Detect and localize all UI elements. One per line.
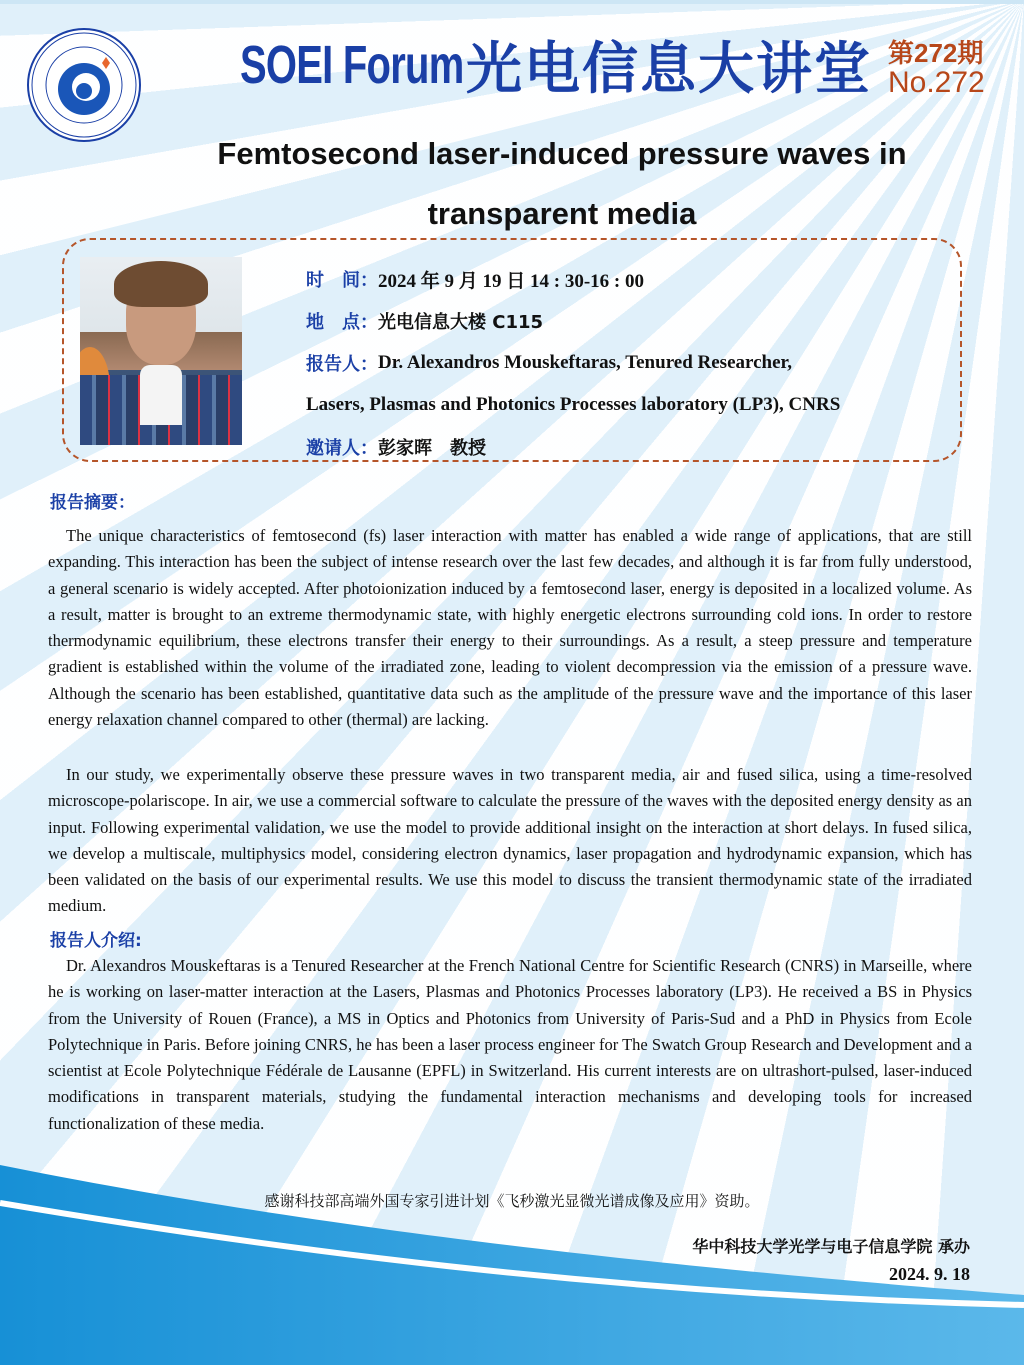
host-label: 邀请人： [306, 438, 378, 459]
organizer: 华中科技大学光学与电子信息学院 承办 [692, 1237, 970, 1256]
abstract-paragraph-2: In our study, we experimentally observe these pressure waves in two transparent media, air and fused silica, using a time-resolved microscope-polariscope. In air, we use a commercial software to calculate the pressure of the waves with the deposited energy density as an input. Following experimental validation, we use the model to provide additional insight on the interaction at short delays. In fused silica, we develop a multiscale, multiphysics model, considering electron dynamics, laser propagation and hydrodynamic expansion, which has been validated on the basis of our experimental results. We use this model to discuss the transient thermodynamic state of the irradiated medium. [48, 765, 972, 916]
info-time [306, 258, 946, 300]
abstract-heading: 报告摘要： [50, 493, 135, 513]
event-info [306, 258, 946, 468]
forum-title-en: SOEI Forum [240, 35, 464, 95]
info-speaker-affiliation [306, 384, 946, 426]
info-host [306, 426, 946, 468]
speaker-photo [80, 257, 242, 445]
host-value: 彭家晖 教授 [378, 438, 486, 459]
place-value: 光电信息大楼 C115 [378, 312, 544, 333]
talk-title-line1: Femtosecond laser-induced pressure waves in [217, 136, 907, 171]
funding-acknowledgement: 感谢科技部高端外国专家引进计划《飞秒激光显微光谱成像及应用》资助。 [264, 1192, 760, 1210]
issue-number [888, 40, 985, 99]
forum-title [240, 20, 872, 110]
time-value: 2024 年 9 月 19 日 14 : 30-16 : 00 [378, 270, 644, 292]
speaker-label: 报告人： [306, 354, 378, 375]
place-label: 地 点： [306, 312, 378, 333]
speaker-value: Dr. Alexandros Mouskeftaras, Tenured Researcher, [378, 352, 792, 373]
bio-paragraph: Dr. Alexandros Mouskeftaras is a Tenured Researcher at the French National Centre for Scientific Research (CNRS) in Marseille, where he is working on laser-matter interaction at the Lasers, Plasmas and Photonics Processes laboratory (LP3). He received a BS in Physics from the University of Rouen (France), a MS in Optics and Photonics from University of Paris-Sud and a PhD in Physics from Ecole Polytechnique in Paris. Before joining CNRS, he has been a laser process engineer for The Swatch Group Research and Development and a scientist at Ecole Polytechnique Fédérale de Lausanne (EPFL) in Switzerland. His current interests are on ultrashort-pulsed, laser-induced modifications in transparent materials, studying the fundamental interaction mechanisms and developing tools for increased functionalization of these media. [48, 956, 972, 1133]
info-speaker [306, 342, 946, 384]
abstract-paragraph-1: The unique characteristics of femtosecond (fs) laser interaction with matter has enabled a wide range of applications, that are still expanding. This interaction has been the subject of intense research over the last few decades, and although it is far from fully understood, a general scenario is widely accepted. After photoionization induced by a femtosecond laser, energy is deposited in a localized volume. As a result, matter is brought to an extreme thermodynamic state, with highly energetic electrons surrounding cold ions. In order to restore thermodynamic equilibrium, these electrons transfer their energy to their surroundings. As a result, a steep pressure and temperature gradient is established within the volume of the irradiated zone, leading to violent decompression via the emission of a pressure wave. Although the scenario has been established, quantitative data such as the amplitude of the pressure wave and the importance of this laser energy relaxation channel compared to other (thermal) are lacking. [48, 526, 972, 730]
forum-title-cn: 光电信息大讲堂 [466, 37, 872, 102]
issue-number-en: No.272 [888, 66, 985, 100]
talk-title [100, 124, 1024, 244]
publish-date: 2024. 9. 18 [889, 1264, 970, 1284]
bio-heading: 报告人介绍: [50, 931, 142, 951]
time-label: 时 间： [306, 270, 378, 291]
issue-number-cn: 第272期 [888, 38, 984, 68]
info-place [306, 300, 946, 342]
talk-title-line2: transparent media [427, 196, 697, 231]
speaker-affiliation: Lasers, Plasmas and Photonics Processes laboratory (LP3), CNRS [306, 394, 841, 415]
